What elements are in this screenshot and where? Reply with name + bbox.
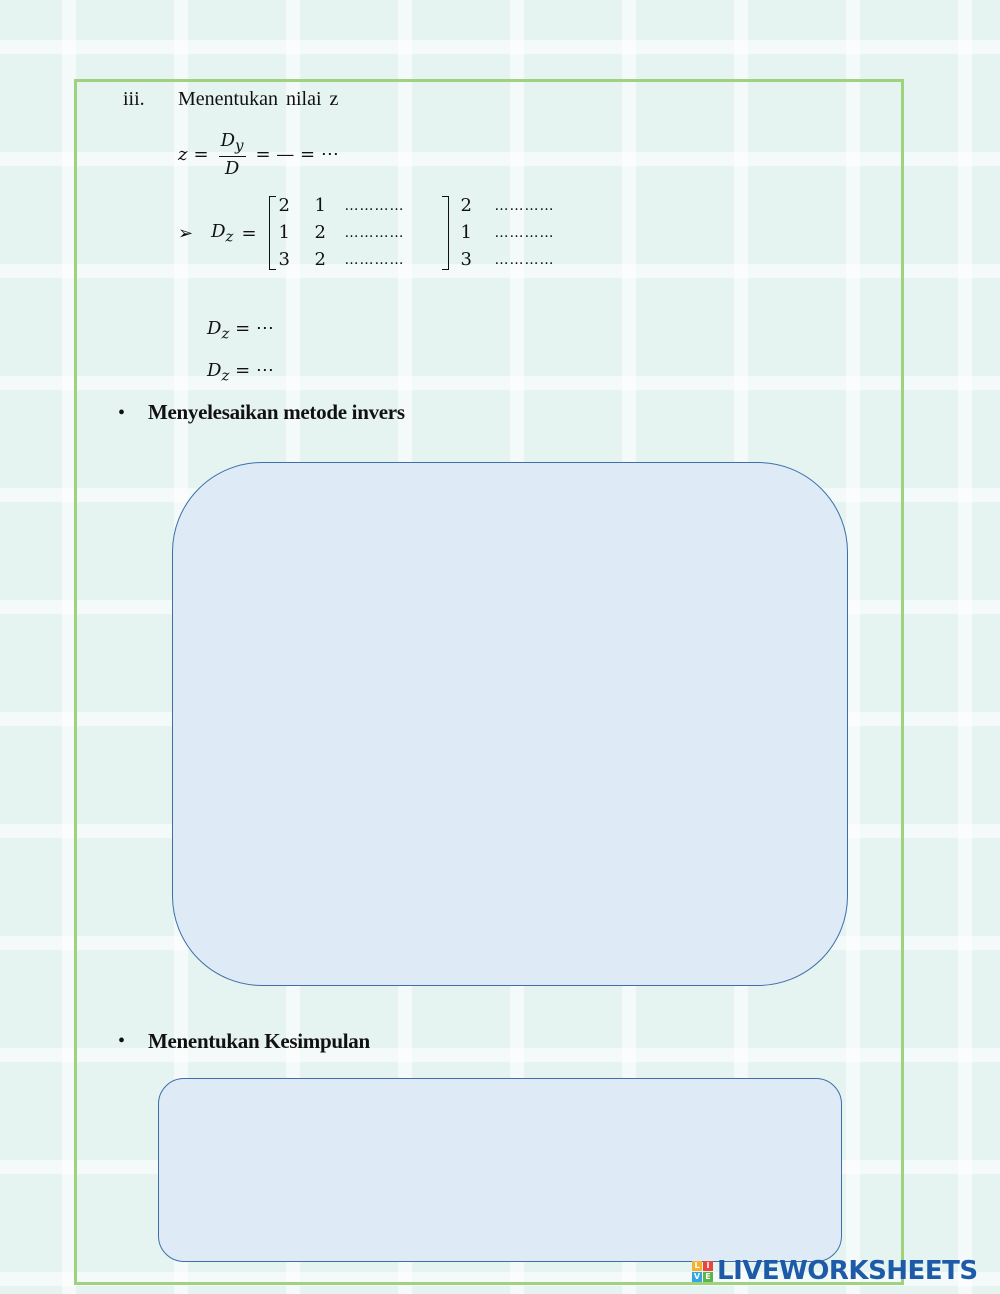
dz-line-label: D [207, 360, 222, 381]
z-formula: z = $\frac{D_y}{D}$ = — = ⋯ [178, 130, 339, 179]
dz-line-sub: z [221, 366, 230, 385]
matrix-cell: 2 [314, 222, 326, 243]
matrix-blank-cell[interactable]: ………… [344, 252, 405, 268]
fraction-numerator-sub: y [235, 136, 244, 155]
logo-text: LIVEWORKSHEETS [717, 1256, 978, 1286]
logo-tile: V [693, 1271, 701, 1281]
augment-blank-cell[interactable]: ………… [494, 225, 555, 241]
fraction-denominator: D [224, 157, 240, 179]
dz-label-sub: z [225, 227, 234, 246]
kesimpulan-answer-box[interactable] [158, 1078, 842, 1262]
dz-matrix-equation: ➢ $D_z$ = 2 1 ………… 1 2 ………… 3 2 ………… 2 ………… 1 ………… 3 ………… [178, 194, 595, 272]
bullet-icon: • [118, 402, 126, 424]
augment-blank-cell[interactable]: ………… [494, 198, 555, 214]
matrix-cell: 1 [278, 222, 290, 243]
logo-tile: L [692, 1261, 702, 1271]
matrix-cell: 2 [278, 195, 290, 216]
z-formula-tail: = — = ⋯ [255, 143, 339, 165]
logo-tiles-icon [692, 1261, 713, 1282]
dz-label: D [211, 220, 226, 242]
augment-cell: 2 [460, 195, 472, 216]
augment-blank-cell[interactable]: ………… [494, 252, 555, 268]
dz-line-sub: z [221, 324, 230, 343]
dz-determinant-matrix [269, 194, 449, 272]
fraction-numerator: D [220, 130, 236, 151]
z-variable: z [178, 143, 188, 165]
section-title-kesimpulan: Menentukan Kesimpulan [148, 1029, 370, 1053]
logo-tile: E [703, 1272, 713, 1282]
dz-line-value[interactable]: = ⋯ [235, 318, 274, 339]
matrix-blank-cell[interactable]: ………… [344, 225, 405, 241]
dz-result-line [207, 360, 274, 385]
step-number: iii. [123, 88, 145, 110]
invers-answer-box[interactable] [172, 462, 848, 986]
matrix-cell: 2 [314, 249, 326, 270]
liveworksheets-logo [692, 1256, 978, 1286]
augment-cell: 3 [460, 249, 472, 270]
matrix-cell: 1 [314, 195, 326, 216]
dz-result-line [207, 318, 274, 343]
logo-tile: I [703, 1261, 713, 1271]
z-fraction [219, 130, 246, 179]
dz-line-value[interactable]: = ⋯ [235, 360, 274, 381]
dz-augmented-columns [461, 194, 595, 272]
augment-cell: 1 [460, 222, 472, 243]
section-title-invers: Menyelesaikan metode invers [148, 400, 405, 424]
bullet-icon: • [118, 1030, 126, 1052]
arrow-bullet-icon: ➢ [178, 222, 194, 244]
matrix-cell: 3 [278, 249, 290, 270]
matrix-blank-cell[interactable]: ………… [344, 198, 405, 214]
step-title: Menentukan nilai z [178, 88, 339, 110]
dz-line-label: D [207, 318, 222, 339]
